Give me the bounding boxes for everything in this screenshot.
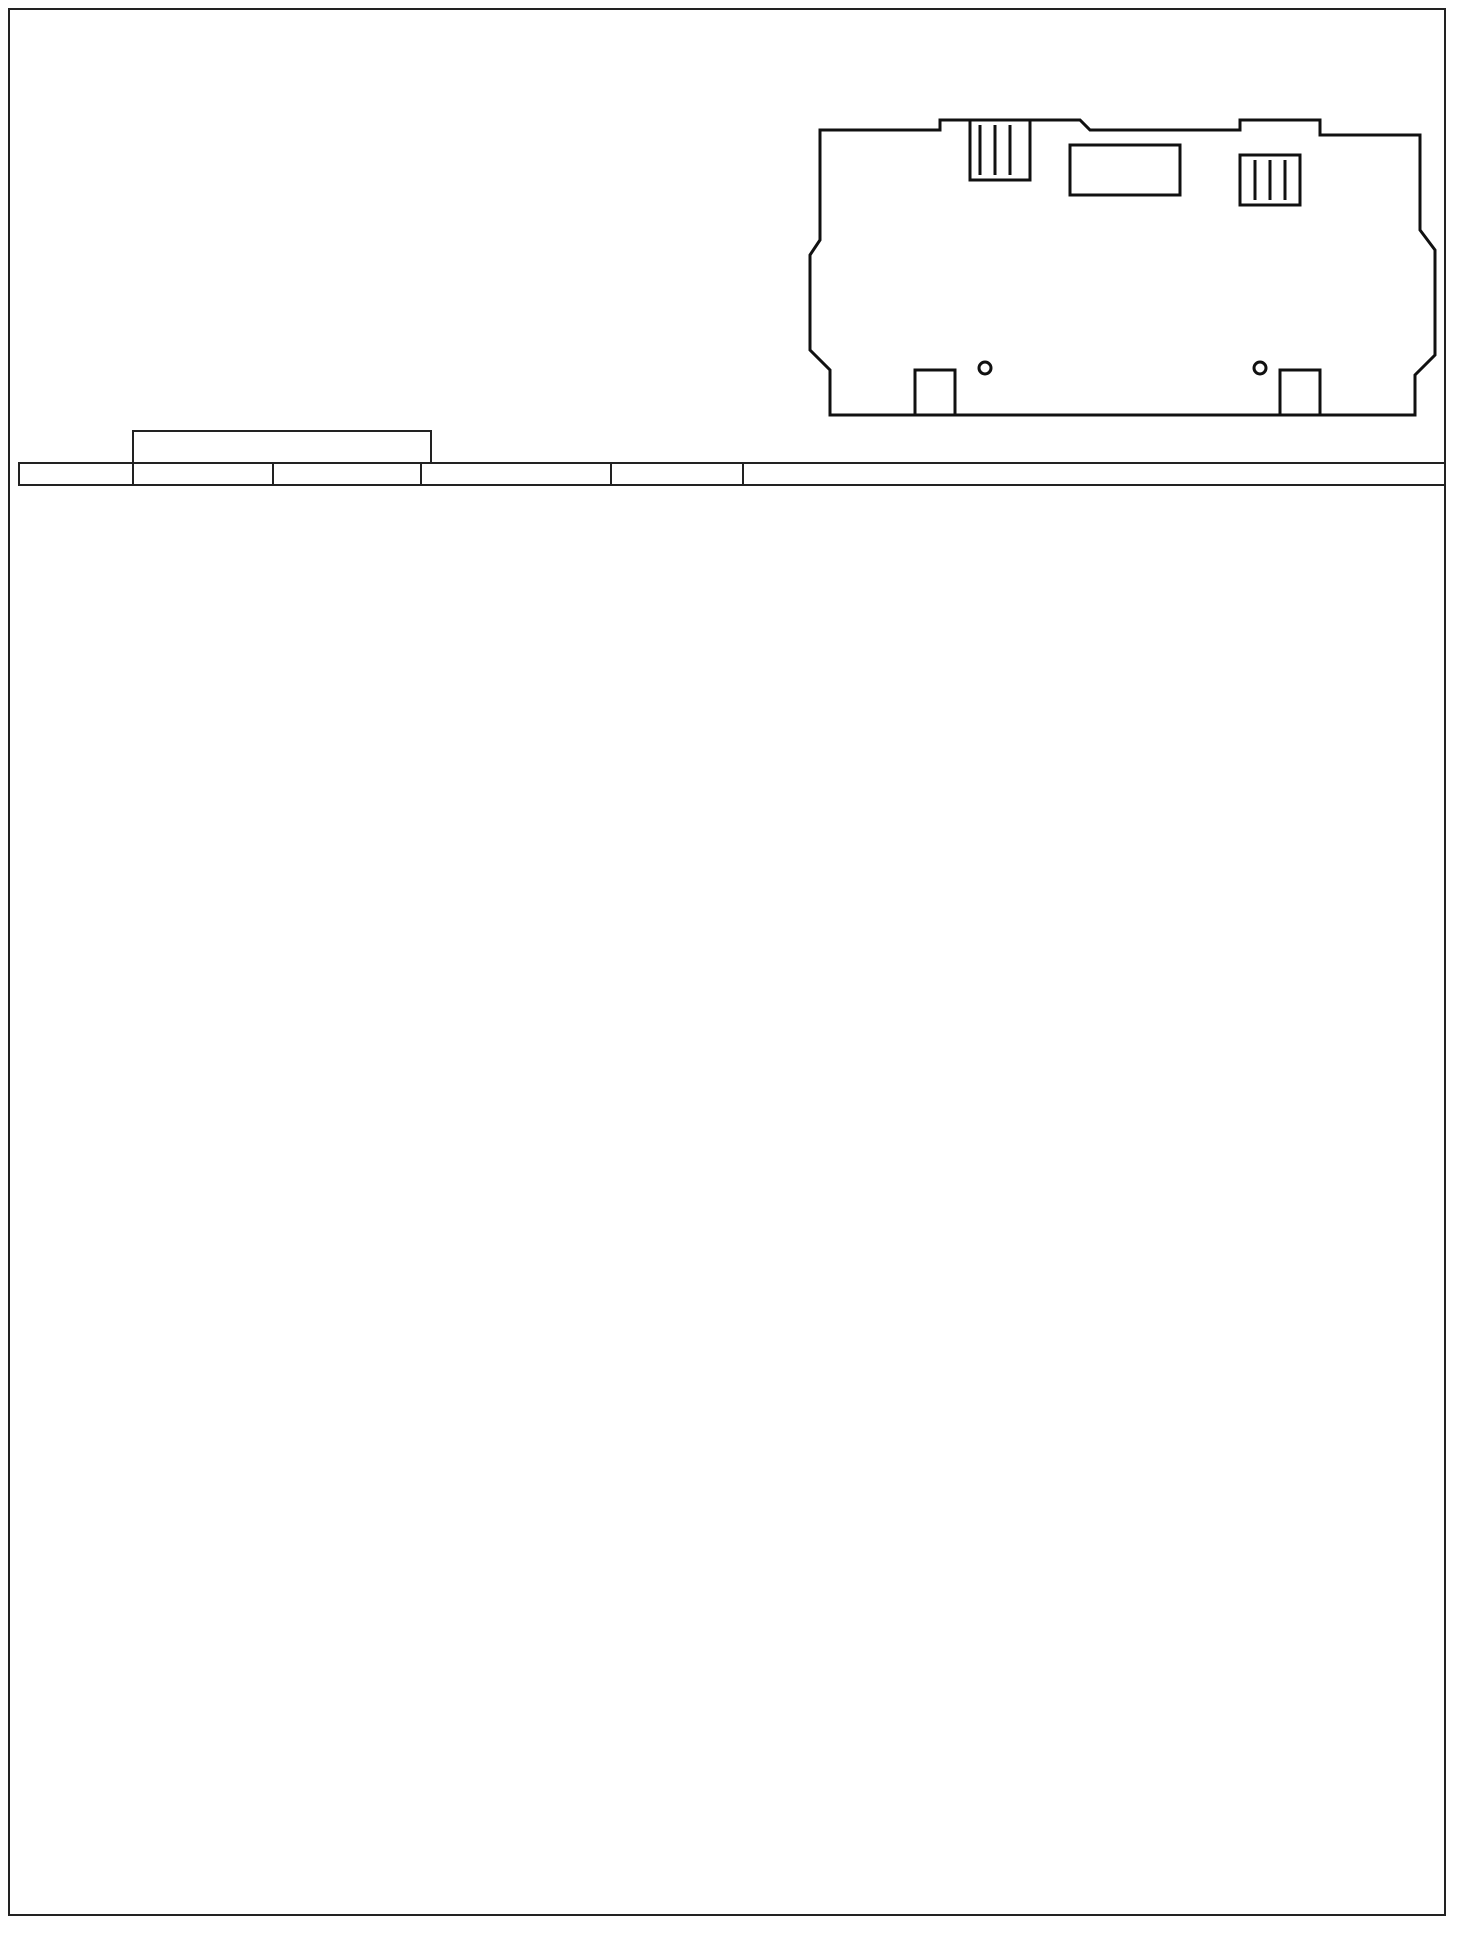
- header-wire-color: [421, 463, 611, 485]
- header-key-on: [133, 463, 273, 485]
- connector-diagram: [800, 115, 1440, 425]
- header-cavity: [19, 463, 133, 485]
- connector-key-bottom-left: [915, 370, 955, 415]
- connector-peg-right: [1254, 362, 1266, 374]
- header-circuit-number: [611, 463, 743, 485]
- header-engine-running: [273, 463, 421, 485]
- connector-peg-left: [979, 362, 991, 374]
- legend-left: [28, 1760, 130, 1776]
- connector-latch-center: [1070, 145, 1180, 195]
- header-circuit-description: [743, 463, 1445, 485]
- voltage-chart-table: [18, 462, 1446, 486]
- connector-outline: [810, 120, 1435, 415]
- voltage-header: [132, 430, 432, 462]
- table-header-row: [19, 463, 1445, 485]
- connector-key-bottom-right: [1280, 370, 1320, 415]
